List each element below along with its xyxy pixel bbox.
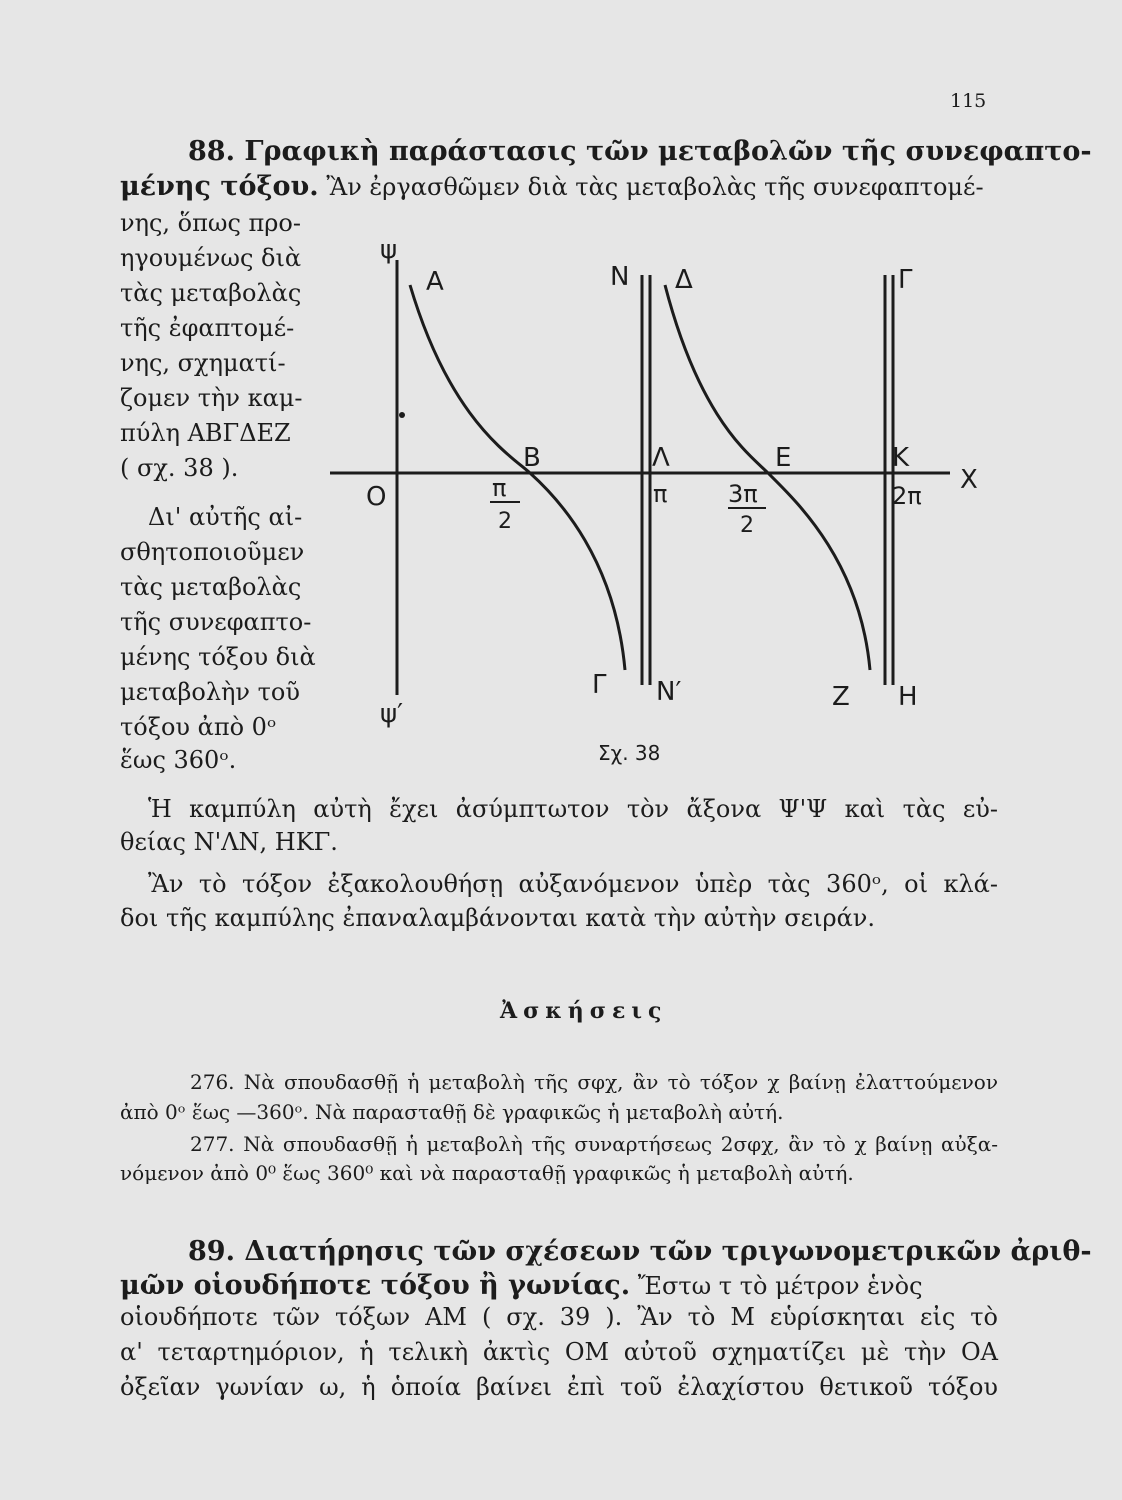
after-fig-line-1: θείας Ν'ΛΝ, ΗΚΓ. (120, 828, 338, 856)
page-number: 115 (950, 90, 987, 112)
left-col-line-13: μεταβολὴν τοῦ (120, 678, 300, 706)
tick-pi: π (653, 480, 668, 508)
label-N: Ν (610, 262, 630, 292)
left-col-line-10: τὰς μεταβολὰς (120, 573, 302, 601)
left-col-line-7: ( σχ. 38 ). (120, 454, 239, 482)
tick-pi-over-2-den: 2 (498, 509, 512, 534)
figure-caption: Σχ. 38 (598, 741, 661, 765)
section-88-heading (188, 136, 1092, 167)
figure-38-svg (330, 230, 1000, 770)
left-col-line-15: ἕως 360ᵒ. (120, 746, 237, 774)
left-col-line-14: τόξου ἀπὸ 0ᵒ (120, 713, 277, 741)
section-89-line-0: οἱουδήποτε τῶν τόξων ΑΜ ( σχ. 39 ). Ἂν τὸ Μ εὑρίσκηται εἰς τὸ (120, 1303, 998, 1331)
section-89-heading-rest: Ἔστω τ τὸ μέτρον ἑνὸς (637, 1272, 923, 1300)
label-Z: Ζ (832, 682, 850, 712)
section-89-heading: 89. Διατήρησις τῶν σχέσεων τῶν τριγωνομετρικῶν ἀριθ- (188, 1236, 1092, 1267)
left-col-line-11: τῆς συνεφαπτο- (120, 608, 312, 636)
label-H: Η (898, 682, 918, 712)
exercise-line-0: 276. Νὰ σπουδασθῇ ἡ μεταβολὴ τῆς σφχ, ἂν τὸ τόξον χ βαίνῃ ἐλαττούμενον (190, 1070, 998, 1094)
dot-mark (399, 412, 405, 418)
label-A: Α (426, 267, 444, 297)
section-88-heading-line1: 88. Γραφικὴ παράστασις τῶν μεταβολῶν τῆς συνεφαπτο- (188, 136, 1092, 167)
section-89-heading-bold: μῶν οἱουδήποτε τόξου ἢ γωνίας. (120, 1270, 631, 1301)
section-88-heading-bold: μένης τόξου. (120, 171, 319, 202)
left-col-line-3: τῆς ἐφαπτομέ- (120, 314, 295, 342)
exercise-line-1: ἀπὸ 0ᵒ ἕως —360ᵒ. Νὰ παρασταθῇ δὲ γραφικῶς ἡ μεταβολὴ αὐτή. (120, 1100, 784, 1124)
left-col-line-2: τὰς μεταβολὰς (120, 279, 302, 307)
label-Gamma-top: Γ (898, 265, 913, 295)
label-Gamma-bottom: Γ (592, 670, 607, 700)
after-fig-line-2: Ἂν τὸ τόξον ἐξακολουθήσῃ αὐξανόμενον ὑπὲρ τὰς 360ᵒ, οἱ κλά- (148, 870, 998, 898)
cot-branch-1 (410, 285, 625, 670)
after-fig-line-0: Ἡ καμπύλη αὐτὴ ἔχει ἀσύμπτωτον τὸν ἄξονα Ψ'Ψ καὶ τὰς εὐ- (148, 795, 998, 823)
label-psi-prime: ψ′ (380, 699, 404, 729)
label-B: Β (523, 443, 541, 473)
figure-38 (330, 230, 1000, 770)
left-col-line-6: πύλη ΑΒΓΔΕΖ (120, 419, 291, 447)
left-col-line-12: μένης τόξου διὰ (120, 643, 316, 671)
label-psi: ψ (380, 235, 398, 265)
tick-two-pi: 2π (892, 482, 922, 510)
exercise-line-3: νόμενον ἀπὸ 0⁰ ἕως 360⁰ καὶ νὰ παρασταθῇ γραφικῶς ἡ μεταβολὴ αὐτή. (120, 1161, 854, 1185)
label-Lambda: Λ (652, 443, 670, 473)
section-88-heading-line2 (120, 173, 998, 200)
left-col-line-8: Δι' αὐτῆς αἰ- (148, 503, 303, 531)
label-Delta: Δ (675, 265, 693, 295)
section-88-heading-rest: Ἂν ἐργασθῶμεν διὰ τὰς μεταβολὰς τῆς συνεφαπτομέ- (326, 173, 984, 201)
exercises-heading: Ἀσκήσεις (500, 998, 668, 1024)
label-X: Χ (960, 465, 978, 495)
tick-three-pi-over-2-num: 3π (728, 480, 758, 508)
label-K: Κ (892, 443, 910, 473)
section-89-line-2: ὀξεῖαν γωνίαν ω, ἡ ὁποία βαίνει ἐπὶ τοῦ ἐλαχίστου θετικοῦ τόξου (120, 1373, 998, 1401)
left-col-line-0: νης, ὅπως προ- (120, 209, 301, 237)
tick-pi-over-2-num: π (492, 474, 507, 502)
left-col-line-4: νης, σχηματί- (120, 349, 286, 377)
left-col-line-5: ζομεν τὴν καμ- (120, 384, 303, 412)
left-col-line-1: ηγουμένως διὰ (120, 244, 302, 272)
left-col-line-9: σθητοποιοῦμεν (120, 538, 305, 566)
after-fig-line-3: δοι τῆς καμπύλης ἐπαναλαμβάνονται κατὰ τὴν αὐτὴν σειράν. (120, 904, 876, 932)
label-E: Ε (775, 443, 792, 473)
label-N-prime: Ν′ (656, 677, 682, 707)
tick-three-pi-over-2-den: 2 (740, 513, 754, 538)
label-O: Ο (366, 482, 387, 512)
section-89-line-1: α' τεταρτημόριον, ἡ τελικὴ ἀκτὶς ΟΜ αὐτοῦ σχηματίζει μὲ τὴν ΟΑ (120, 1338, 998, 1366)
exercise-line-2: 277. Νὰ σπουδασθῇ ἡ μεταβολὴ τῆς συναρτήσεως 2σφχ, ἂν τὸ χ βαίνῃ αὐξα- (190, 1132, 998, 1156)
section-89-heading-line2 (120, 1272, 998, 1299)
cot-branch-2 (665, 285, 870, 670)
